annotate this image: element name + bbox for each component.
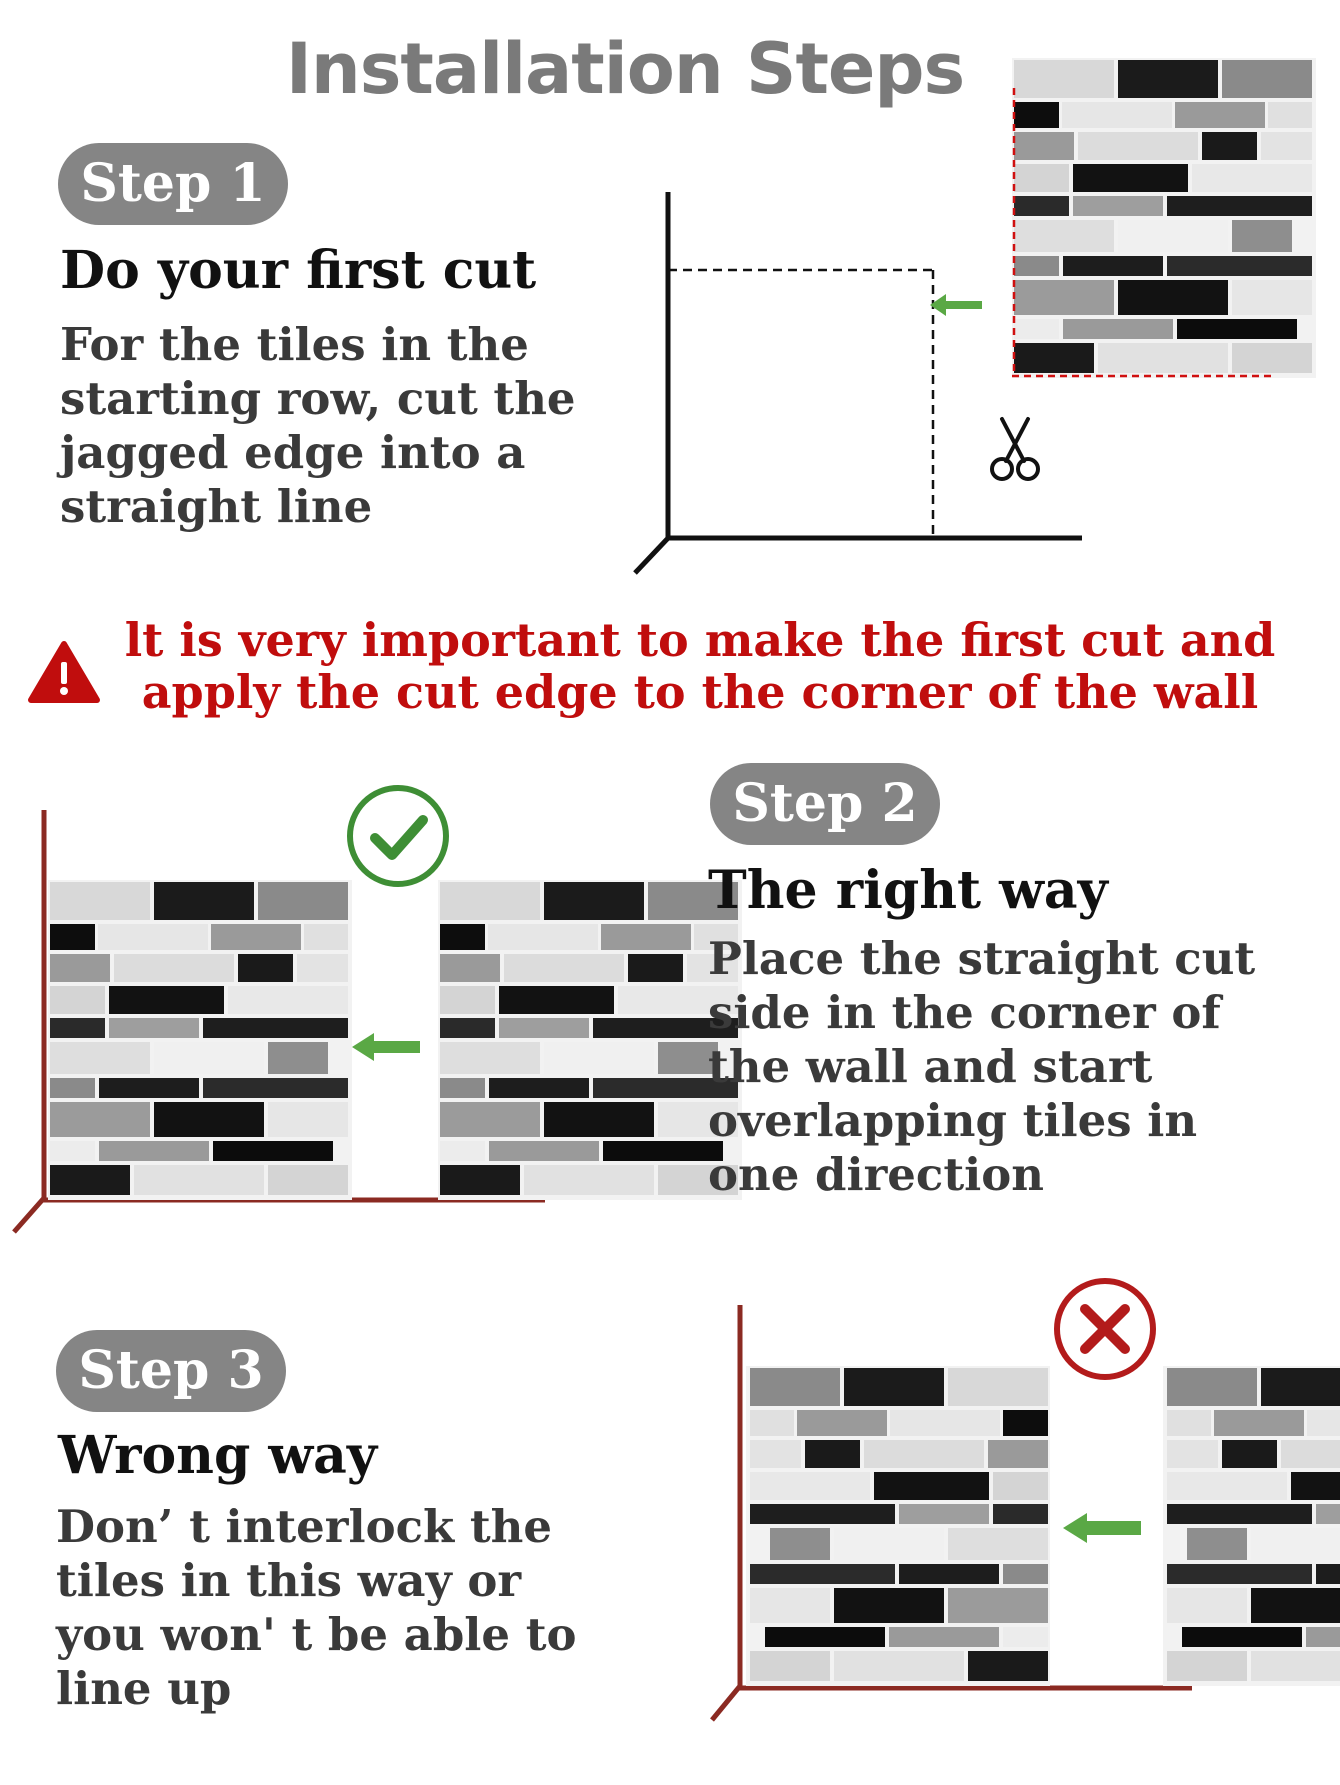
step3-line: you won' t be able to <box>56 1608 577 1661</box>
step2-line: one direction <box>708 1148 1044 1201</box>
step2-line: the wall and start <box>708 1040 1153 1093</box>
step2-line: overlapping tiles in <box>708 1094 1198 1147</box>
step1-line: jagged edge into a <box>60 426 526 479</box>
step3-line: line up <box>56 1662 232 1715</box>
step3-line: tiles in this way or <box>56 1554 522 1607</box>
step1-line: straight line <box>60 480 373 533</box>
step2-line: side in the corner of <box>708 986 1221 1039</box>
step2-heading: The right way <box>708 860 1108 921</box>
step3-badge: Step 3 <box>56 1330 286 1412</box>
step1-heading: Do your first cut <box>60 240 537 301</box>
warning-line: apply the cut edge to the corner of the wall <box>141 665 1259 719</box>
step2-badge: Step 2 <box>710 763 940 845</box>
arrow-left-icon <box>1063 1510 1143 1546</box>
step1-line: starting row, cut the <box>60 372 576 425</box>
step1-line: For the tiles in the <box>60 318 529 371</box>
step3-tile-panel-right <box>1163 1366 1340 1686</box>
cross-icon <box>1052 1276 1158 1382</box>
step3-heading: Wrong way <box>58 1425 378 1486</box>
step2-line: Place the straight cut <box>708 932 1256 985</box>
step3-tile-panel-left <box>746 1366 1061 1686</box>
step3-line: Don’ t interlock the <box>56 1500 552 1553</box>
step1-badge: Step 1 <box>58 143 288 225</box>
page-title: Installation Steps <box>285 28 965 110</box>
warning-line: lt is very important to make the first cut and <box>124 613 1276 667</box>
